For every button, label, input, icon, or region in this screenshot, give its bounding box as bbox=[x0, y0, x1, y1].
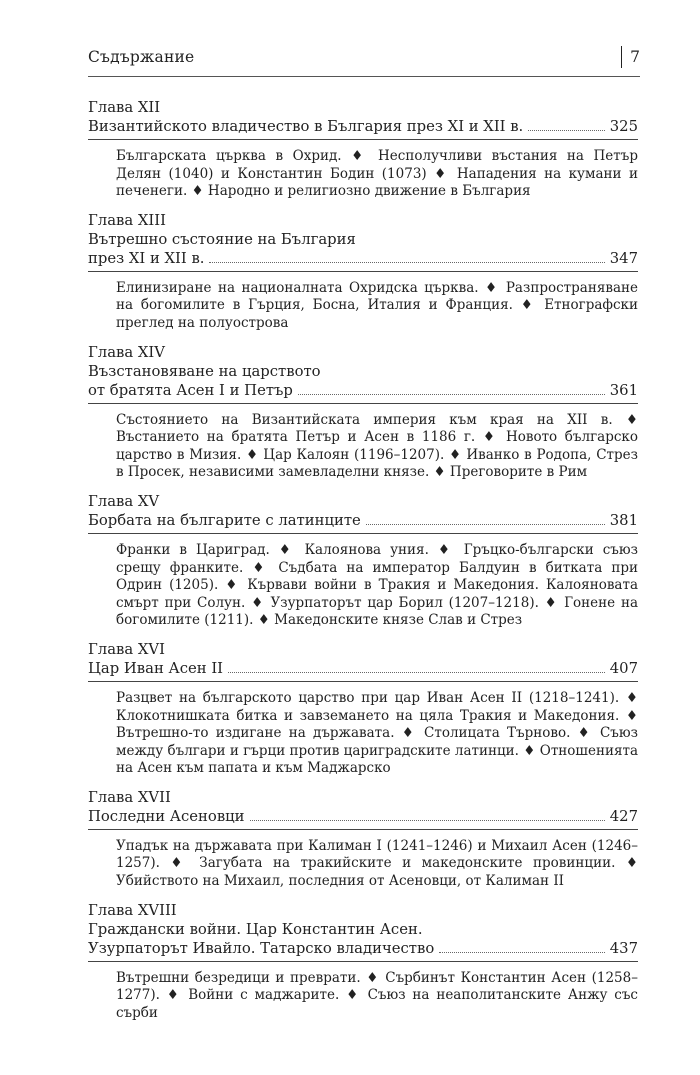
dot-leader bbox=[228, 672, 605, 673]
chapter-page-number: 437 bbox=[609, 939, 638, 957]
chapter-title-line: Вътрешно състояние на България bbox=[88, 230, 356, 248]
chapter-summary: Упадък на държавата при Калиман I (1241–1246) и Михаил Асен (1246–1257). ♦ Загубата на тракийските и македонските провинции. ♦ Убийството на Михаил, последния от Асеновци, от Калиман II bbox=[116, 837, 638, 890]
chapter-summary: Състоянието на Византийската империя към края на XII в. ♦ Въстанието на братята Петър и Асен в 1186 г. ♦ Новото българско царство в Мизия. ♦ Цар Калоян (1196–1207). ♦ Иванко в Родопа, Стрез в Просек, независими замевладелни князе. ♦ Преговорите в Рим bbox=[116, 411, 638, 481]
chapter-label: Глава XVII bbox=[88, 788, 171, 806]
toc-entry bbox=[88, 492, 638, 630]
chapter-label: Глава XVIII bbox=[88, 901, 177, 919]
page-number: 7 bbox=[630, 48, 640, 66]
chapter-title-line: Узурпаторът Ивайло. Татарско владичество bbox=[88, 939, 435, 957]
chapter-title-line: от братята Асен I и Петър bbox=[88, 381, 293, 399]
chapter-title-row bbox=[88, 511, 638, 534]
chapter-title-row bbox=[88, 807, 638, 830]
chapter-page-number: 427 bbox=[609, 807, 638, 825]
table-of-contents bbox=[88, 98, 638, 1032]
chapter-label: Глава XII bbox=[88, 99, 161, 116]
chapter-summary: Българската църква в Охрид. ♦ Несполучливи въстания на Петър Делян (1040) и Константин Бодин (1073) ♦ Нападения на кумани и печенеги. ♦ Народно и религиозно движение в България bbox=[116, 148, 638, 200]
dot-leader bbox=[528, 130, 604, 131]
header-rule bbox=[88, 76, 640, 77]
chapter-label: Глава XVI bbox=[88, 640, 165, 658]
chapter-page-number: 407 bbox=[609, 659, 638, 677]
chapter-title-row bbox=[88, 381, 638, 404]
dot-leader bbox=[250, 820, 605, 821]
chapter-page-number: 325 bbox=[609, 118, 638, 135]
chapter-title-row bbox=[88, 249, 638, 272]
chapter-label: Глава XV bbox=[88, 492, 160, 510]
chapter-title-row bbox=[88, 659, 638, 682]
dot-leader bbox=[366, 524, 605, 525]
chapter-title-row bbox=[88, 117, 638, 140]
dot-leader bbox=[439, 952, 605, 953]
chapter-summary: Франки в Цариград. ♦ Калоянова уния. ♦ Гръцко-български съюз срещу франките. ♦ Съдбата на император Балдуин в битката при Одрин (1205). ♦ Кървави войни в Тракия и Македония. Калояновата смърт при Солун. ♦ Узурпаторът цар Борил (1207–1218). ♦ Гонене на богомилите (1211). ♦ Македонските князе Слав и Стрез bbox=[116, 541, 638, 629]
chapter-summary: Вътрешни безредици и преврати. ♦ Сърбинът Константин Асен (1258–1277). ♦ Войни с маджарите. ♦ Съюз на неаполитанските Анжу със сърби bbox=[116, 969, 638, 1021]
toc-entry bbox=[88, 343, 638, 482]
dot-leader bbox=[298, 394, 605, 395]
chapter-label: Глава XIV bbox=[88, 343, 165, 361]
toc-entry bbox=[88, 98, 638, 201]
running-title: Съдържание bbox=[88, 48, 195, 66]
chapter-page-number: 361 bbox=[609, 381, 638, 399]
page-header bbox=[88, 46, 640, 70]
chapter-title-line: Граждански войни. Цар Константин Асен. bbox=[88, 920, 423, 938]
toc-entry bbox=[88, 640, 638, 778]
chapter-title-line: Възстановяване на царството bbox=[88, 362, 321, 380]
toc-entry bbox=[88, 211, 638, 333]
chapter-title-line: Борбата на българите с латинците bbox=[88, 511, 361, 529]
chapter-title-line: през XI и XII в. bbox=[88, 249, 205, 267]
chapter-label: Глава XIII bbox=[88, 211, 166, 229]
toc-entry bbox=[88, 788, 638, 891]
chapter-title-line: Византийското владичество в България през XI и XII в. bbox=[88, 118, 524, 135]
dot-leader bbox=[209, 262, 604, 263]
chapter-title-row bbox=[88, 939, 638, 962]
chapter-summary: Елинизиране на националната Охридска църква. ♦ Разпространяване на богомилите в Гърция, Босна, Италия и Франция. ♦ Етнографски преглед на полуострова bbox=[116, 279, 638, 331]
chapter-title-line: Последни Асеновци bbox=[88, 807, 245, 825]
chapter-page-number: 347 bbox=[609, 249, 638, 267]
toc-entry bbox=[88, 901, 638, 1023]
chapter-title-line: Цар Иван Асен II bbox=[88, 659, 224, 677]
chapter-summary: Разцвет на българското царство при цар Иван Асен II (1218–1241). ♦ Клокотнишката битка и завземането на цяла Тракия и Македония. ♦ Вътрешно-то издигане на държавата. ♦ Столицата Търново. ♦ Съюз между българи и гърци против цариградските латинци. ♦ Отношенията на Асен към папата и към Маджарско bbox=[116, 689, 638, 777]
header-separator bbox=[621, 46, 623, 68]
chapter-page-number: 381 bbox=[609, 511, 638, 529]
